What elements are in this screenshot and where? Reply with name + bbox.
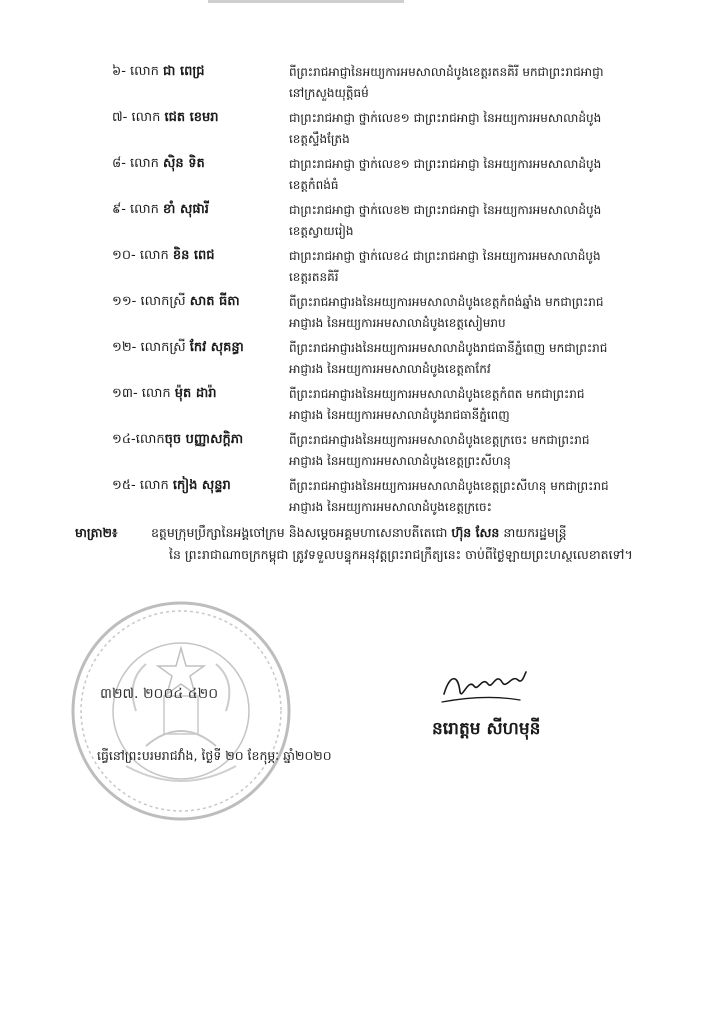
list-item (0, 474, 726, 520)
list-item (0, 198, 726, 244)
place-and-date: ធ្វើនៅព្រះបរមរាជវាំង, ថ្ងៃទី ២០ ខែកុម្ភៈ ឆ្នាំ២០២០ (97, 748, 332, 763)
appointment-description: ពីព្រះរាជអាជ្ញានៃអយ្យការអមសាលាដំបូងខេត្តរតនគិរី មកជាព្រះរាជអាជ្ញា នៅក្រសួងយុត្តិធម៌ (289, 65, 604, 100)
person-name: ១០- លោក ខិន ពេជ (112, 248, 215, 263)
signature-icon (440, 664, 530, 706)
person-name: ៦- លោក ជា ពេជ្រ (112, 64, 205, 79)
article-text-line-2: នៃ ព្រះរាជាណាចក្រកម្ពុជា ត្រូវទទួលបន្ទុកអនុវត្តព្រះរាជក្រឹត្យនេះ ចាប់ពីថ្ងៃឡាយព្រះហស្ថលេខាតទៅ។ (169, 547, 633, 562)
article-text-line-1: ឧត្តមក្រុមប្រឹក្សានៃអង្គចៅក្រម និងសម្តេចអគ្គមហាសេនាបតីតេជោ ហ៊ុន សែន នាយករដ្ឋមន្ត្រី (151, 525, 567, 540)
person-name: ១៥- លោក កៀង សុន្ទរា (112, 478, 231, 493)
list-item (0, 290, 726, 336)
signer-name: នរោត្តម សីហមុនី (432, 719, 541, 739)
list-item (0, 106, 726, 152)
appointment-description: ពីព្រះរាជអាជ្ញារងនៃអយ្យការអមសាលាដំបូងរាជធានីភ្នំពេញ មកជាព្រះរាជ អាជ្ញារង នៃអយ្យការអមសាលាដំបូងខេត្តតាកែវ (289, 341, 608, 376)
appointment-description: ពីព្រះរាជអាជ្ញារងនៃអយ្យការអមសាលាដំបូងខេត្តព្រះសីហនុ មកជាព្រះរាជ អាជ្ញារង នៃអយ្យការអមសាលាដំបូងខេត្តក្រចេះ (289, 479, 609, 514)
person-name: ១១- លោកស្រី សាត ធីតា (112, 294, 240, 309)
list-item (0, 60, 726, 106)
appointment-description: ជាព្រះរាជអាជ្ញា ថ្នាក់លេខ២ ជាព្រះរាជអាជ្ញា នៃអយ្យការអមសាលាដំបូង ខេត្តស្វាយរៀង (289, 203, 602, 238)
list-item (0, 244, 726, 290)
person-name: ១២- លោកស្រី កែវ សុគន្ធា (112, 340, 244, 355)
appointment-description: ជាព្រះរាជអាជ្ញា ថ្នាក់លេខ៤ ជាព្រះរាជអាជ្ញា នៃអយ្យការអមសាលាដំបូង ខេត្តរតនគិរី (289, 249, 601, 284)
list-item (0, 428, 726, 474)
person-name: ១៤-លោកចុច បញ្ញាសក្តិភា (112, 432, 244, 447)
list-item (0, 382, 726, 428)
appointment-description: ជាព្រះរាជអាជ្ញា ថ្នាក់លេខ១ ជាព្រះរាជអាជ្ញា នៃអយ្យការអមសាលាដំបូង ខេត្តកំពង់ធំ (289, 157, 602, 192)
person-name: ៩- លោក ខាំ សុផារី (112, 202, 209, 217)
royal-seal-icon (66, 596, 296, 826)
appointment-description: ពីព្រះរាជអាជ្ញារងនៃអយ្យការអមសាលាដំបូងខេត្តកំពត មកជាព្រះរាជ អាជ្ញារង នៃអយ្យការអមសាលាដំបូងរាជធានីភ្នំពេញ (289, 387, 585, 422)
appointment-description: ជាព្រះរាជអាជ្ញា ថ្នាក់លេខ១ ជាព្រះរាជអាជ្ញា នៃអយ្យការអមសាលាដំបូង ខេត្តស្ទឹងត្រែង (289, 111, 602, 146)
person-name: ៧- លោក ជេត ខេមរា (112, 110, 219, 125)
list-item (0, 152, 726, 198)
person-name: ៨- លោក ស៊ិន ទិត (112, 156, 205, 171)
person-name: ១៣- លោក ម៉ុត ដារ៉ា (112, 386, 217, 401)
appointment-description: ពីព្រះរាជអាជ្ញារងនៃអយ្យការអមសាលាដំបូងខេត្តកំពង់ឆ្នាំង មកជាព្រះរាជ អាជ្ញារង នៃអយ្យការអមសាលាដំបូងខេត្តសៀមរាប (289, 295, 604, 330)
article-label: មាត្រា២៖ (75, 525, 118, 540)
appointment-description: ពីព្រះរាជអាជ្ញារងនៃអយ្យការអមសាលាដំបូងខេត្តក្រចេះ មកជាព្រះរាជ អាជ្ញារង នៃអយ្យការអមសាលាដំបូងខេត្តព្រះសីហនុ (289, 433, 590, 468)
list-item (0, 336, 726, 382)
top-border-line (208, 0, 404, 3)
seal-handwritten-date: ៣២៧. ២០០៤ ៤២០ (100, 686, 219, 702)
